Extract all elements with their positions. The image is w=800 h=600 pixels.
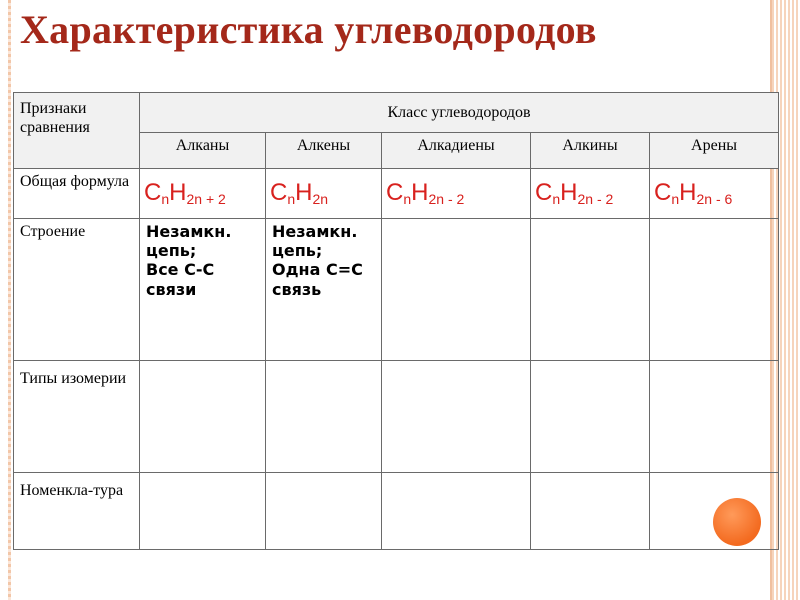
formula-cell: $C_nH_{2n - 2}$ [531,169,650,219]
nomenclature-cell [266,473,382,550]
isomerism-cell [140,361,266,473]
isomerism-cell [531,361,650,473]
formula-cell: $C_nH_{2n - 6}$ [650,169,779,219]
structure-cell-arenes [650,219,779,361]
row-label-nomenclature: Номенкла-тура [14,473,140,550]
formula-cell: $C_nH_{2n}$ [266,169,382,219]
class-header: Класс углеводородов [140,93,779,133]
table-row-formula [14,169,779,219]
corner-label: Признаки сравнения [14,93,140,169]
nomenclature-cell [650,473,779,550]
nomenclature-cell [531,473,650,550]
column-header-alkynes: Алкины [531,133,650,169]
formula-cell: $C_nH_{2n + 2}$ [140,169,266,219]
table-row-structure [14,219,779,361]
structure-cell-alkanes: Незамкн. цепь; Все С-С связи [140,219,266,361]
nomenclature-cell [382,473,531,550]
nomenclature-cell [140,473,266,550]
left-frame-border [8,0,11,600]
isomerism-cell [650,361,779,473]
row-label-formula: Общая формула [14,169,140,219]
hydrocarbon-table [13,92,779,550]
column-header-alkadienes: Алкадиены [382,133,531,169]
row-label-isomerism: Типы изомерии [14,361,140,473]
isomerism-cell [266,361,382,473]
formula-cell: $C_nH_{2n - 2}$ [382,169,531,219]
column-header-alkanes: Алканы [140,133,266,169]
table-row-nomenclature [14,473,779,550]
structure-cell-alkenes: Незамкн. цепь; Одна С=С связь [266,219,382,361]
structure-cell-alkynes [531,219,650,361]
column-header-arenes: Арены [650,133,779,169]
orange-circle-decoration [713,498,761,546]
column-header-alkenes: Алкены [266,133,382,169]
isomerism-cell [382,361,531,473]
table-row-isomerism [14,361,779,473]
row-label-structure: Строение [14,219,140,361]
structure-cell-alkadienes [382,219,531,361]
page-title: Характеристика углеводородов [20,7,597,52]
